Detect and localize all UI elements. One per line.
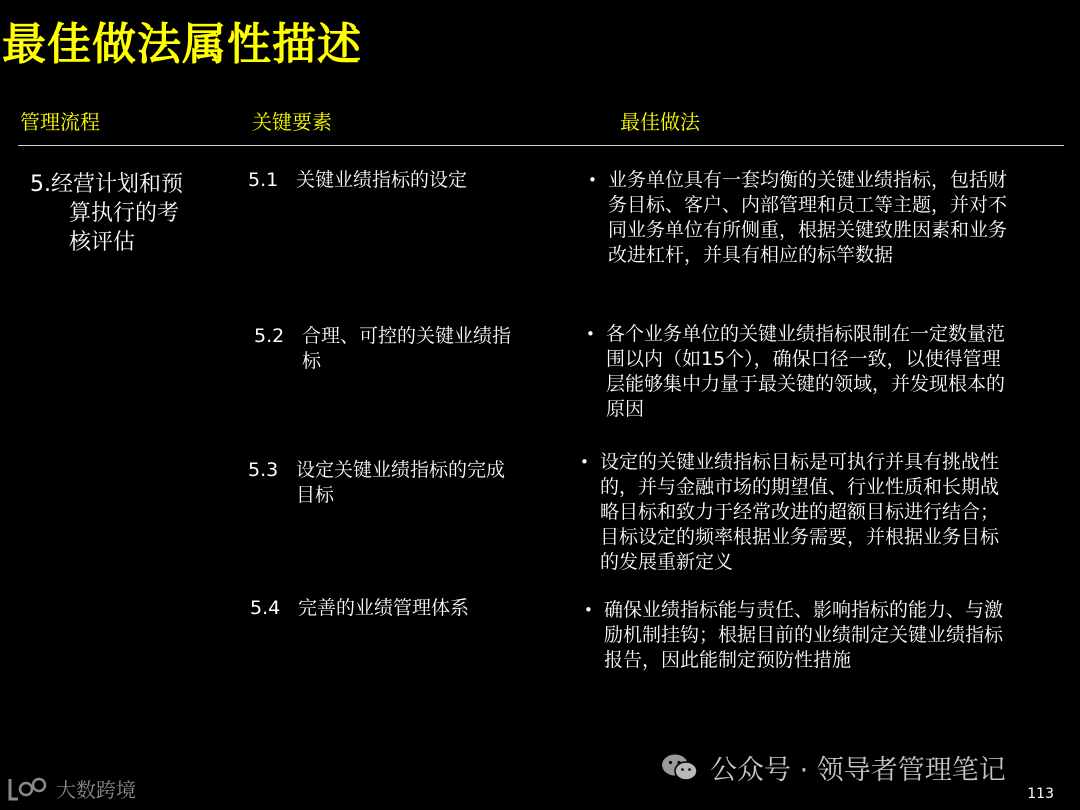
- element-label: 关键业绩指标的设定: [296, 169, 468, 191]
- header-divider: [18, 145, 1064, 146]
- practice-5-2: [586, 322, 1016, 422]
- watermark-text: 公众号 · 领导者管理笔记: [710, 755, 1006, 786]
- bullet-icon: •: [586, 325, 595, 343]
- bullet-icon: •: [584, 601, 593, 619]
- header-practice: 最佳做法: [620, 110, 700, 134]
- element-label: 设定关键业绩指标的完成目标: [296, 459, 506, 506]
- element-label: 合理、可控的关键业绩指标: [302, 325, 512, 372]
- element-number: 5.1: [248, 169, 279, 191]
- bullet-icon: •: [588, 171, 597, 189]
- header-process: 管理流程: [20, 110, 100, 134]
- process-line: 核评估: [69, 230, 136, 255]
- practice-5-1: [588, 168, 1018, 268]
- process-line: 5.经营计划和预: [30, 172, 183, 197]
- element-5-4: [250, 596, 523, 621]
- header-element: 关键要素: [252, 110, 332, 134]
- element-number: 5.3: [248, 459, 279, 481]
- wechat-watermark: [660, 748, 1006, 787]
- element-number: 5.2: [254, 325, 285, 347]
- logo-mark-icon: [6, 775, 50, 803]
- element-5-1: [248, 168, 521, 193]
- element-label: 完善的业绩管理体系: [298, 597, 470, 619]
- practice-text: 业务单位具有一套均衡的关键业绩指标，包括财务目标、客户、内部管理和员工等主题，并对不同业务单位有所侧重，根据关键致胜因素和业务改进杠杆，并具有相应的标竿数据: [608, 169, 1008, 266]
- element-5-2: [254, 324, 527, 374]
- logo-text: 大数跨境: [56, 778, 136, 802]
- process-line: 算执行的考: [69, 201, 180, 226]
- practice-5-4: [584, 598, 1014, 673]
- practice-5-3: [580, 450, 1010, 575]
- bullet-icon: •: [580, 453, 589, 471]
- practice-text: 设定的关键业绩指标目标是可执行并具有挑战性的，并与金融市场的期望值、行业性质和长期战略目标和致力于经常改进的超额目标进行结合；目标设定的频率根据业务需要，并根据业务目标的发展重新定义: [600, 451, 1000, 573]
- wechat-icon: [660, 752, 700, 784]
- element-5-3: [248, 458, 521, 508]
- practice-text: 各个业务单位的关键业绩指标限制在一定数量范围以内（如15个），确保口径一致，以使得管理层能够集中力量于最关键的领域，并发现根本的原因: [606, 323, 1006, 420]
- page-number: 113: [1027, 786, 1054, 802]
- slide-title: 最佳做法属性描述: [2, 19, 362, 70]
- brand-logo: [6, 774, 136, 803]
- practice-text: 确保业绩指标能与责任、影响指标的能力、与激励机制挂钩；根据目前的业绩制定关键业绩指标报告，因此能制定预防性措施: [604, 599, 1004, 671]
- element-number: 5.4: [250, 597, 281, 619]
- process-name: [30, 170, 183, 257]
